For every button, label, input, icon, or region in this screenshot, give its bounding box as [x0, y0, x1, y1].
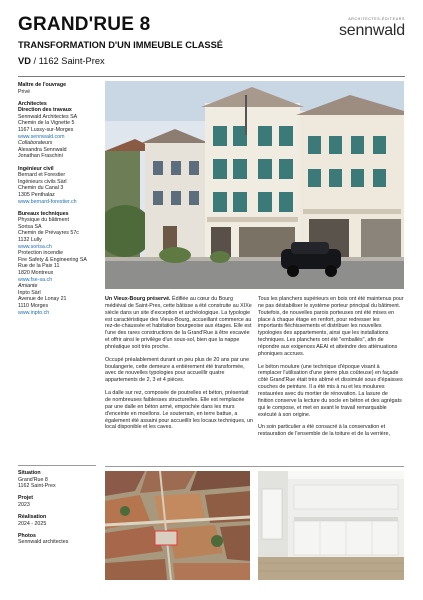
street-facade-photo	[105, 81, 404, 289]
paragraph	[105, 357, 253, 384]
credit-line: 1110 Morges	[18, 302, 49, 309]
credit-line: 1305 Penthalaz	[18, 191, 55, 198]
article-column-right	[258, 296, 404, 444]
credit-line: Fire Safety & Engineering SA	[18, 256, 87, 263]
fact-label: Projet	[18, 495, 34, 502]
credit-link[interactable]: www.sennwald.com	[18, 133, 65, 140]
credit-line: Alexandra Sennwald	[18, 146, 67, 153]
photos-divider	[105, 466, 404, 467]
credit-line: Chemin de la Vignette 5	[18, 120, 75, 127]
fact-value: 2023	[18, 501, 30, 508]
credit-architects	[18, 101, 96, 160]
paragraph	[105, 390, 253, 431]
credit-line: Jonathan Fraschini	[18, 153, 63, 160]
credit-link[interactable]: www.sorisa.ch	[18, 243, 52, 250]
credit-label: Direction des travaux	[18, 107, 72, 114]
credit-line: Sorisa SA	[18, 223, 42, 230]
credit-label: Maître de l'ouvrage	[18, 82, 67, 88]
fact-realisation	[18, 514, 96, 527]
facade-illustration	[105, 81, 404, 289]
credit-label: Bureaux techniques	[18, 210, 69, 217]
project-credits	[18, 82, 96, 322]
credit-label: Architectes	[18, 100, 47, 107]
paragraph-lead: Un Vieux-Bourg préservé.	[105, 296, 171, 302]
fact-value: Sennwald architectes	[18, 539, 69, 546]
paragraph-text: La dalle sur rez, composée de poutrelles et béton, présentait de nombreuses faiblesses structurelles. Elle est remplacée par une dalle en béton armé, empochée dans les murs d'enceinte en moellons. Le souterrain, en terre battue, a également été assaini pour accueillir les locaux techniques, un local disponible et les caves.	[105, 390, 253, 431]
credit-line: 1820 Montreux	[18, 269, 54, 276]
interior-illustration	[258, 471, 404, 580]
aerial-illustration	[105, 471, 250, 580]
credit-line: Inpto Sàrl	[18, 289, 41, 296]
credit-sublabel: Amiante	[18, 283, 38, 290]
locality: / 1162 Saint-Prex	[30, 56, 105, 66]
fact-value: 1162 Saint-Prex	[18, 483, 56, 490]
aerial-view-photo	[105, 471, 250, 580]
page-subtitle: TRANSFORMATION D'UN IMMEUBLE CLASSÉ	[18, 40, 224, 50]
location-line	[18, 55, 105, 67]
logo-tagline: ARCHITECTES-ÉDITEURS	[348, 17, 405, 21]
paragraph	[105, 296, 253, 351]
interior-kitchen-photo	[258, 471, 404, 580]
fact-label: Réalisation	[18, 513, 47, 520]
fact-projet	[18, 495, 96, 508]
paragraph	[258, 296, 404, 358]
credit-owner	[18, 82, 96, 95]
credit-line: 1167 Lussy-sur-Morges	[18, 127, 74, 134]
sidebar-divider	[18, 465, 96, 466]
sennwald-logo	[285, 17, 405, 45]
credit-link[interactable]: www.fse-sa.ch	[18, 276, 53, 283]
credit-line: Ingénieurs civils Sàrl	[18, 178, 67, 185]
credit-line: Bernard et Forestier	[18, 172, 66, 179]
project-facts	[18, 470, 96, 551]
fact-photos	[18, 533, 96, 546]
canton: VD	[18, 56, 31, 66]
paragraph-text: Tous les planchers supérieurs en bois ont été maintenus pour ne pas déstabiliser le système porteur principal du bâtiment. Toutefois, de nouvelles parois porteuses ont été mises en place à chaque étage en renfort, pour redresser les importants fléchissements et distribuer les nouvelles typologies des appartements, ainsi que les installations techniques. Les planchers ont été "emballés", afin de répondre aux exigences AEAI et atteindre des atténuations phoniques accrues.	[258, 296, 404, 357]
paragraph-text: Le béton moulure (une technique d'époque visant à remplacer l'utilisation d'une pierre plus coûteuse) en façade côté Grand'Rue était très abîmé et dissimulé sous d'épaisses couches de peinture. Il a été mis à nu et les moulures restaurées avec du mortier de rénovation. La lasure de finition conserve la lecture du socle en béton et des agrégats qui le compose, et met en avant le travail remarquable exécuté à son origine.	[258, 363, 403, 418]
credit-line: Sennwald Architectes SA	[18, 113, 78, 120]
credit-line: Rue de la Paix 11	[18, 263, 60, 270]
credit-sublabel: Collaborateurs	[18, 140, 53, 147]
credit-line: Privé	[18, 88, 31, 95]
paragraph-text: Un soin particulier a été consacré à la conservation et restauration de l'ensemble de la toiture et de la verrière,	[258, 424, 391, 438]
credit-line: Chemin du Canal 3	[18, 185, 64, 192]
credit-label: Ingénieur civil	[18, 165, 54, 172]
paragraph	[258, 424, 404, 438]
credit-link[interactable]: www.inpto.ch	[18, 309, 50, 316]
fact-situation	[18, 470, 96, 490]
credit-line: Avenue de Lonay 21	[18, 296, 67, 303]
fact-label: Photos	[18, 532, 36, 539]
paragraph-text: Édifiée au cœur du Bourg médiéval de Saint-Prex, cette bâtisse a été construite au XIXe siècle dans un site d'exception et archéologique. La typologie est caractéristique des Vieux-Bourg, accueillant commerce au rez-de-chaussée et habitation bourgeoise aux étages. Elle est l'une des rares constructions de la Grand'Rue à être excavée et offrir ainsi le privilège d'un sous-sol, bien que la nappe phréatique soit très proche.	[105, 296, 252, 350]
fact-value: 2024 - 2025	[18, 520, 47, 527]
credit-line: Physique du bâtiment	[18, 217, 69, 224]
header-divider	[18, 76, 405, 77]
credit-link[interactable]: www.bernard-forestier.ch	[18, 198, 77, 205]
article-column-left	[105, 296, 253, 437]
credit-line: 1132 Lully	[18, 236, 42, 243]
credit-line: Chemin de Prévayres 57c	[18, 230, 79, 237]
paragraph	[258, 364, 404, 419]
fact-label: Situation	[18, 470, 41, 476]
page-title: GRAND'RUE 8	[18, 14, 151, 35]
logo-name: sennwald	[338, 22, 405, 39]
credit-civil-engineer	[18, 166, 96, 206]
fact-value: Grand'Rue 8	[18, 476, 48, 483]
credit-line: Protection incendie	[18, 250, 64, 257]
credit-technical-offices	[18, 211, 96, 317]
page-header	[18, 14, 405, 72]
paragraph-text: Occupé préalablement durant un peu plus de 20 ans par une boulangerie, cette demeure a entièrement été transformée, avec de nouvelles typologies pour accueillir quatre appartements de 2, 3 et 4 pièces.	[105, 356, 250, 384]
